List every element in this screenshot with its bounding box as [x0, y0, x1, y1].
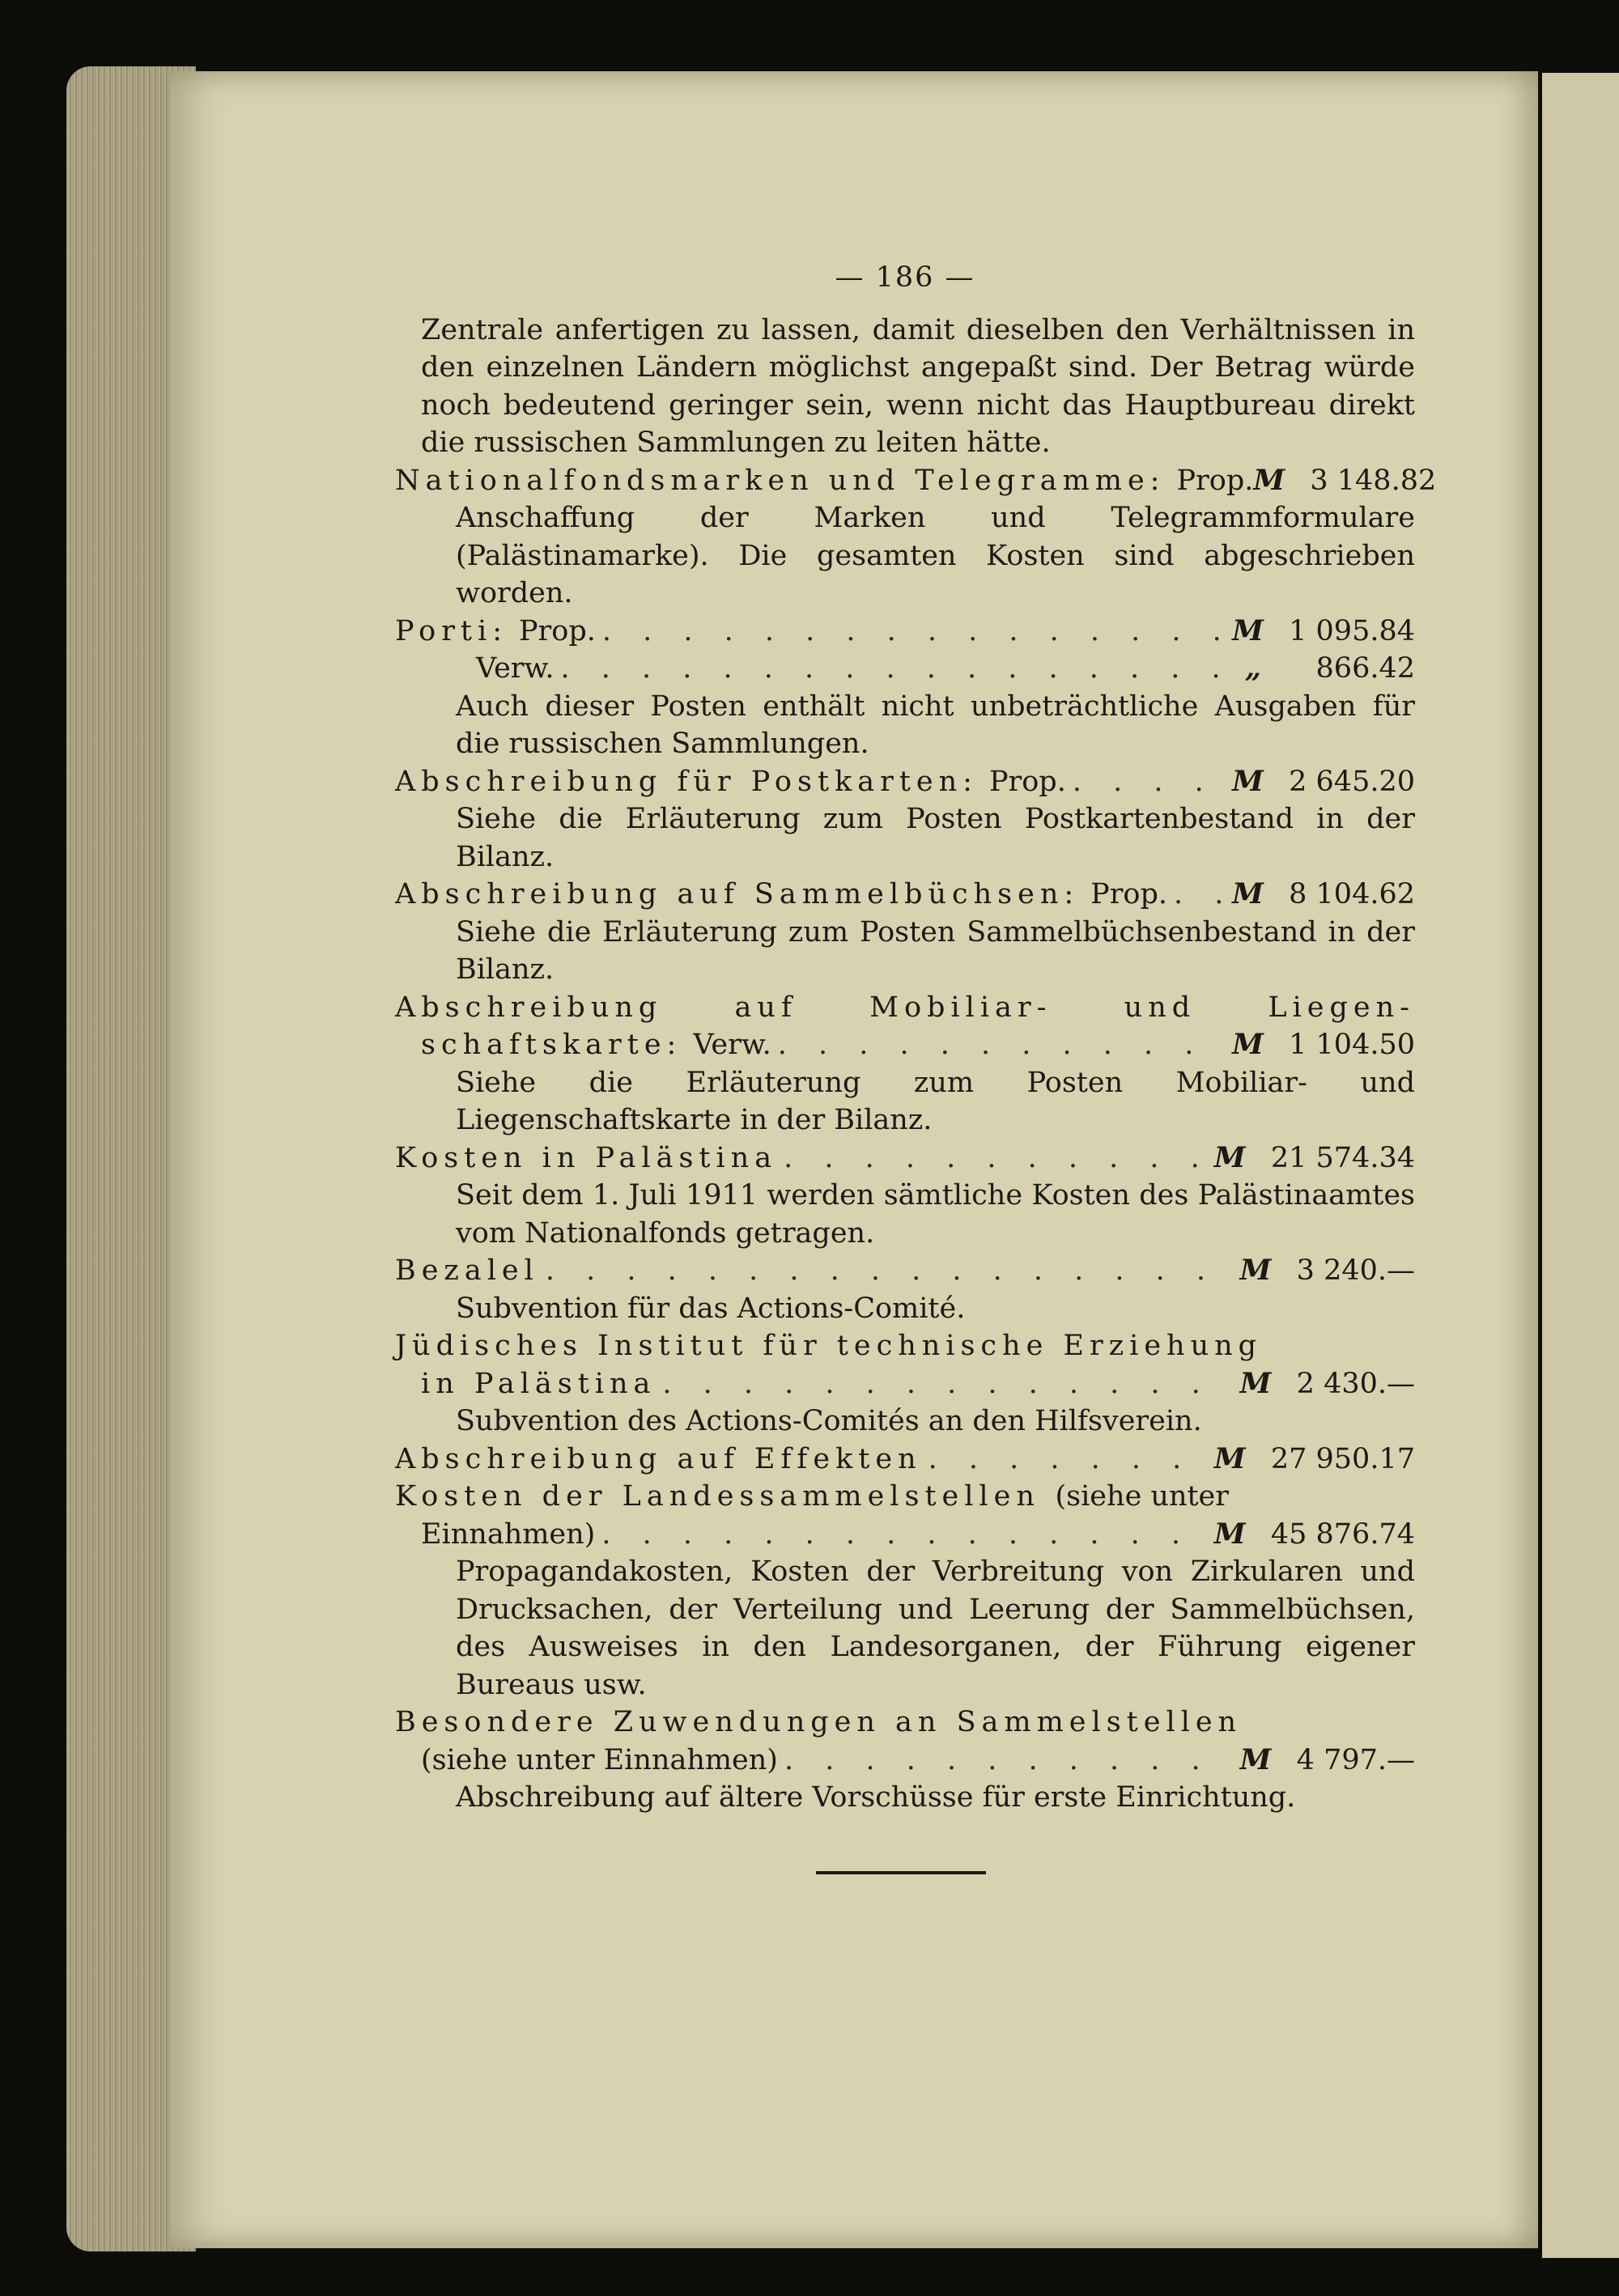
entry-label: Abschreibung auf Effekten: [395, 1442, 922, 1475]
entry-bezalel: [395, 1252, 1415, 1290]
entry-label: Besondere Zuwendungen an Sammelstellen: [395, 1706, 1243, 1738]
currency-sign: M: [1232, 1028, 1264, 1061]
entry-kind: Prop.: [988, 765, 1066, 798]
entry-label: in Palästina: [421, 1367, 657, 1400]
currency-sign: M: [1232, 764, 1264, 798]
entry-label: Bezalel: [395, 1254, 539, 1287]
entry-kind: Verw.: [476, 652, 555, 685]
entry-label: Kosten in Palästina: [395, 1141, 778, 1174]
entry-amount: 2 430.—: [1296, 1367, 1415, 1400]
ditto-mark: „: [1245, 651, 1262, 685]
intro-paragraph: Zentrale anfertigen zu lassen, damit dieselben den Verhältnissen in den einzelnen Ländern möglichst angepaßt sind. Der Betrag würde noch bedeutend geringer sein, wenn nicht das Hauptbureau direkt die russischen Sammlungen zu leiten hätte.: [421, 313, 1415, 459]
currency-sign: M: [1239, 1742, 1272, 1776]
entry-amount: 21 574.34: [1270, 1141, 1415, 1174]
entry-institut: [395, 1365, 1415, 1403]
leader-dots: [784, 1742, 1234, 1780]
page-number: — 186 —: [835, 261, 975, 294]
leader-dots: [778, 1026, 1226, 1064]
entry-kind: Prop.: [1090, 878, 1168, 910]
currency-sign: M: [1253, 463, 1285, 497]
entry-label: Einnahmen): [421, 1517, 596, 1551]
currency-sign: M: [1239, 1366, 1272, 1400]
entry-note: Siehe die Erläuterung zum Posten Sammelbüchsenbestand in der Bilanz.: [456, 915, 1415, 986]
leader-dots: [1073, 763, 1226, 801]
leader-dots: [928, 1441, 1208, 1479]
entry-palaestina: [395, 1140, 1415, 1178]
entry-note: Auch dieser Posten enthält nicht unbeträchtliche Ausgaben für die russischen Sammlungen.: [456, 690, 1415, 760]
entry-amount: 3 148.82: [1310, 464, 1437, 497]
entry-label: Kosten der Landessammelstellen: [395, 1480, 1040, 1513]
entry-note: Seit dem 1. Juli 1911 werden sämtliche Kosten des Palästinaamtes vom Nationalfonds getragen.: [456, 1179, 1415, 1250]
entry-sammelbuechsen: [395, 876, 1415, 914]
currency-sign: M: [1213, 1517, 1246, 1551]
entry-label: Jüdisches Institut für technische Erziehung: [395, 1330, 1263, 1362]
leader-dots: [560, 650, 1239, 688]
entry-note: Siehe die Erläuterung zum Posten Mobiliar- und Liegenschaftskarte in der Bilanz.: [456, 1066, 1415, 1136]
entry-amount: 27 950.17: [1270, 1442, 1415, 1475]
entry-effekten: [395, 1441, 1415, 1479]
leader-dots: [662, 1365, 1233, 1403]
entry-amount: 4 797.—: [1296, 1743, 1415, 1776]
leader-dots: [784, 1140, 1208, 1178]
entry-amount: 2 645.20: [1289, 765, 1415, 798]
entry-label: Nationalfondsmarken und Telegramme:: [395, 464, 1166, 497]
leader-dots: [1174, 876, 1226, 914]
entry-amount: 1 095.84: [1289, 614, 1415, 647]
entry-label: Abschreibung auf Sammelbüchsen:: [395, 878, 1080, 910]
entry-landessammelstellen: [395, 1516, 1415, 1554]
entry-kind: Verw.: [693, 1029, 771, 1061]
entry-note: Siehe die Erläuterung zum Posten Postkartenbestand in der Bilanz.: [456, 803, 1415, 873]
adjacent-page: [1542, 73, 1619, 2258]
entry-amount: 1 104.50: [1289, 1029, 1415, 1061]
entry-amount: 45 876.74: [1270, 1517, 1415, 1551]
entry-label: Abschreibung auf Mobiliar- und Liegen-: [395, 991, 1415, 1024]
entry-label: Porti:: [395, 614, 508, 647]
entry-label: Abschreibung für Postkarten:: [395, 765, 978, 798]
entry-kind: Prop.: [1176, 464, 1254, 497]
entry-postkarten: [395, 763, 1415, 801]
entry-porti-verw: [395, 650, 1415, 688]
entry-amount: 866.42: [1315, 652, 1415, 685]
entry-label-suffix: (siehe unter: [1055, 1480, 1229, 1513]
currency-sign: M: [1213, 1441, 1246, 1475]
page-text: [395, 259, 1437, 1817]
entry-label: schaftskarte:: [421, 1029, 682, 1061]
closing-rule: [816, 1871, 986, 1874]
entry-zuwendungen: [395, 1742, 1415, 1780]
entry-note: Subvention für das Actions-Comité.: [456, 1292, 966, 1325]
entry-nationalfonds: [395, 462, 1437, 500]
entry-kind: Prop.: [519, 614, 596, 647]
entry-amount: 8 104.62: [1289, 878, 1415, 910]
entry-note: Subvention des Actions-Comités an den Hilfsverein.: [456, 1405, 1202, 1437]
entry-note: Anschaffung der Marken und Telegrammformulare (Palästinamarke). Die gesamten Kosten sind abgeschrieben worden.: [456, 502, 1415, 609]
currency-sign: M: [1232, 613, 1264, 647]
leader-dots: [601, 1516, 1208, 1554]
leader-dots: [546, 1252, 1234, 1290]
entry-note: Abschreibung auf ältere Vorschüsse für erste Einrichtung.: [456, 1781, 1296, 1814]
entry-mobiliar: [395, 1026, 1415, 1064]
entry-label: (siehe unter Einnahmen): [421, 1743, 778, 1776]
entry-amount: 3 240.—: [1296, 1254, 1415, 1287]
currency-sign: M: [1213, 1140, 1246, 1174]
currency-sign: M: [1239, 1254, 1272, 1287]
currency-sign: M: [1232, 877, 1264, 910]
entry-heading: [395, 1478, 1229, 1516]
entry-porti: [395, 613, 1415, 651]
entry-note: Propagandakosten, Kosten der Verbreitung von Zirkularen und Drucksachen, der Verteilung und Leerung der Sammelbüchsen, des Ausweises in den Landesorganen, der Führung eigener Bureaus usw.: [456, 1555, 1415, 1701]
leader-dots: [602, 613, 1226, 651]
